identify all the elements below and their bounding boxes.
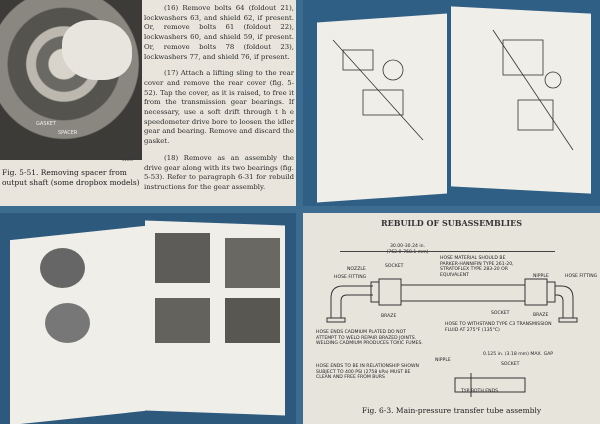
transmission-photo	[0, 0, 142, 160]
nozzle-label: NOZZLE	[347, 267, 366, 272]
photo-gear	[155, 233, 210, 283]
instructions-text	[144, 4, 294, 200]
manual-pages-photos	[0, 213, 296, 424]
braze-left-label: BRAZE	[381, 314, 397, 319]
hose-fitting-left-label: HOSE FITTING	[334, 275, 367, 280]
socket-label: SOCKET	[385, 264, 404, 269]
braze-right-label: BRAZE	[533, 313, 549, 318]
hose-material-note: HOSE MATERIAL SHOULD BE PARKER-HANNIFIN TYPE 261-20, STRATOFLEX TYPE 283-20 OR EQUIVALENT	[440, 256, 514, 278]
figure-caption: Fig. 5-51. Removing spacer from output shaft (some dropbox models)	[2, 168, 140, 187]
typ-both-ends-label: TYP BOTH ENDS	[461, 389, 499, 394]
nipple-detail-label: NIPPLE	[435, 358, 451, 363]
step-17: (17) Attach a lifting sling to the rear cover and remove the rear cover (fig. 5-52). Tap the cover, as it is raised, to free it from the transmission gear bearings. If necessary, use a soft drift through t h e speedometer drive bore to loosen the idler gear and bearing. Remove and discard the gasket.	[144, 69, 294, 146]
figure-caption: Fig. 6-3. Main-pressure transfer tube assembly	[361, 406, 542, 415]
nipple-right-label: NIPPLE	[533, 274, 549, 279]
step-18: (18) Remove as an assembly the drive gear along with its two bearings (fig. 5-53). Refer to paragraph 6-31 for rebuild instructions for the gear assembly.	[144, 153, 294, 191]
socket-detail-label: SOCKET	[501, 362, 520, 367]
tube-assembly-drawing	[303, 213, 600, 424]
photo-gear	[225, 238, 280, 288]
photo-code: S1433	[122, 158, 134, 162]
photo-gear	[225, 298, 280, 343]
photo-gear	[45, 303, 90, 343]
pressure-note: HOSE ENDS TO BE IN RELATIONSHIP SHOWN SUBJECT TO 400 PSI (2758 kPa) MUST BE CLEAN AND FREE FROM BURS	[316, 364, 419, 381]
dimension-label: 30.00-30.24 in. (762.0-768.1 mm)	[386, 244, 429, 255]
photo-gear	[155, 298, 210, 343]
manual-page-removing-spacer	[0, 0, 296, 206]
cadmium-warning: HOSE ENDS CADMIUM PLATED DO NOT ATTEMPT TO WELD REPAIR BRAZED JOINTS. WELDING CADMIUM PRODUCES TOXIC FUMES.	[316, 330, 423, 347]
manual-page-transfer-tube	[303, 213, 600, 424]
step-16: (16) Remove bolts 64 (foldout 21), lockwashers 63, and shield 62, if present. Or, remove bolts 61 (foldout 22), lockwashers 60, and shield 59, if present. Or, remove bolts 78 (foldout 23), lockwashers 77, and shield 76, if present.	[144, 4, 294, 61]
section-title: REBUILD OF SUBASSEMBLIES	[380, 218, 523, 228]
hose-withstand-note: HOSE TO WITHSTAND TYPE C3 TRANSMISSION FLUID AT 275°F (135°C)	[445, 322, 552, 333]
spacer-label: SPACER	[58, 130, 78, 136]
gap-label: 0.125 in. (3.18 mm) MAX. GAP	[483, 352, 554, 357]
socket-right-label: SOCKET	[491, 311, 510, 316]
photo-gear	[40, 248, 85, 288]
open-manual-foldout-photo	[303, 0, 600, 206]
gasket-label: GASKET	[36, 121, 56, 127]
hose-fitting-right-label: HOSE FITTING	[565, 274, 598, 279]
exploded-view-drawing	[303, 0, 600, 206]
